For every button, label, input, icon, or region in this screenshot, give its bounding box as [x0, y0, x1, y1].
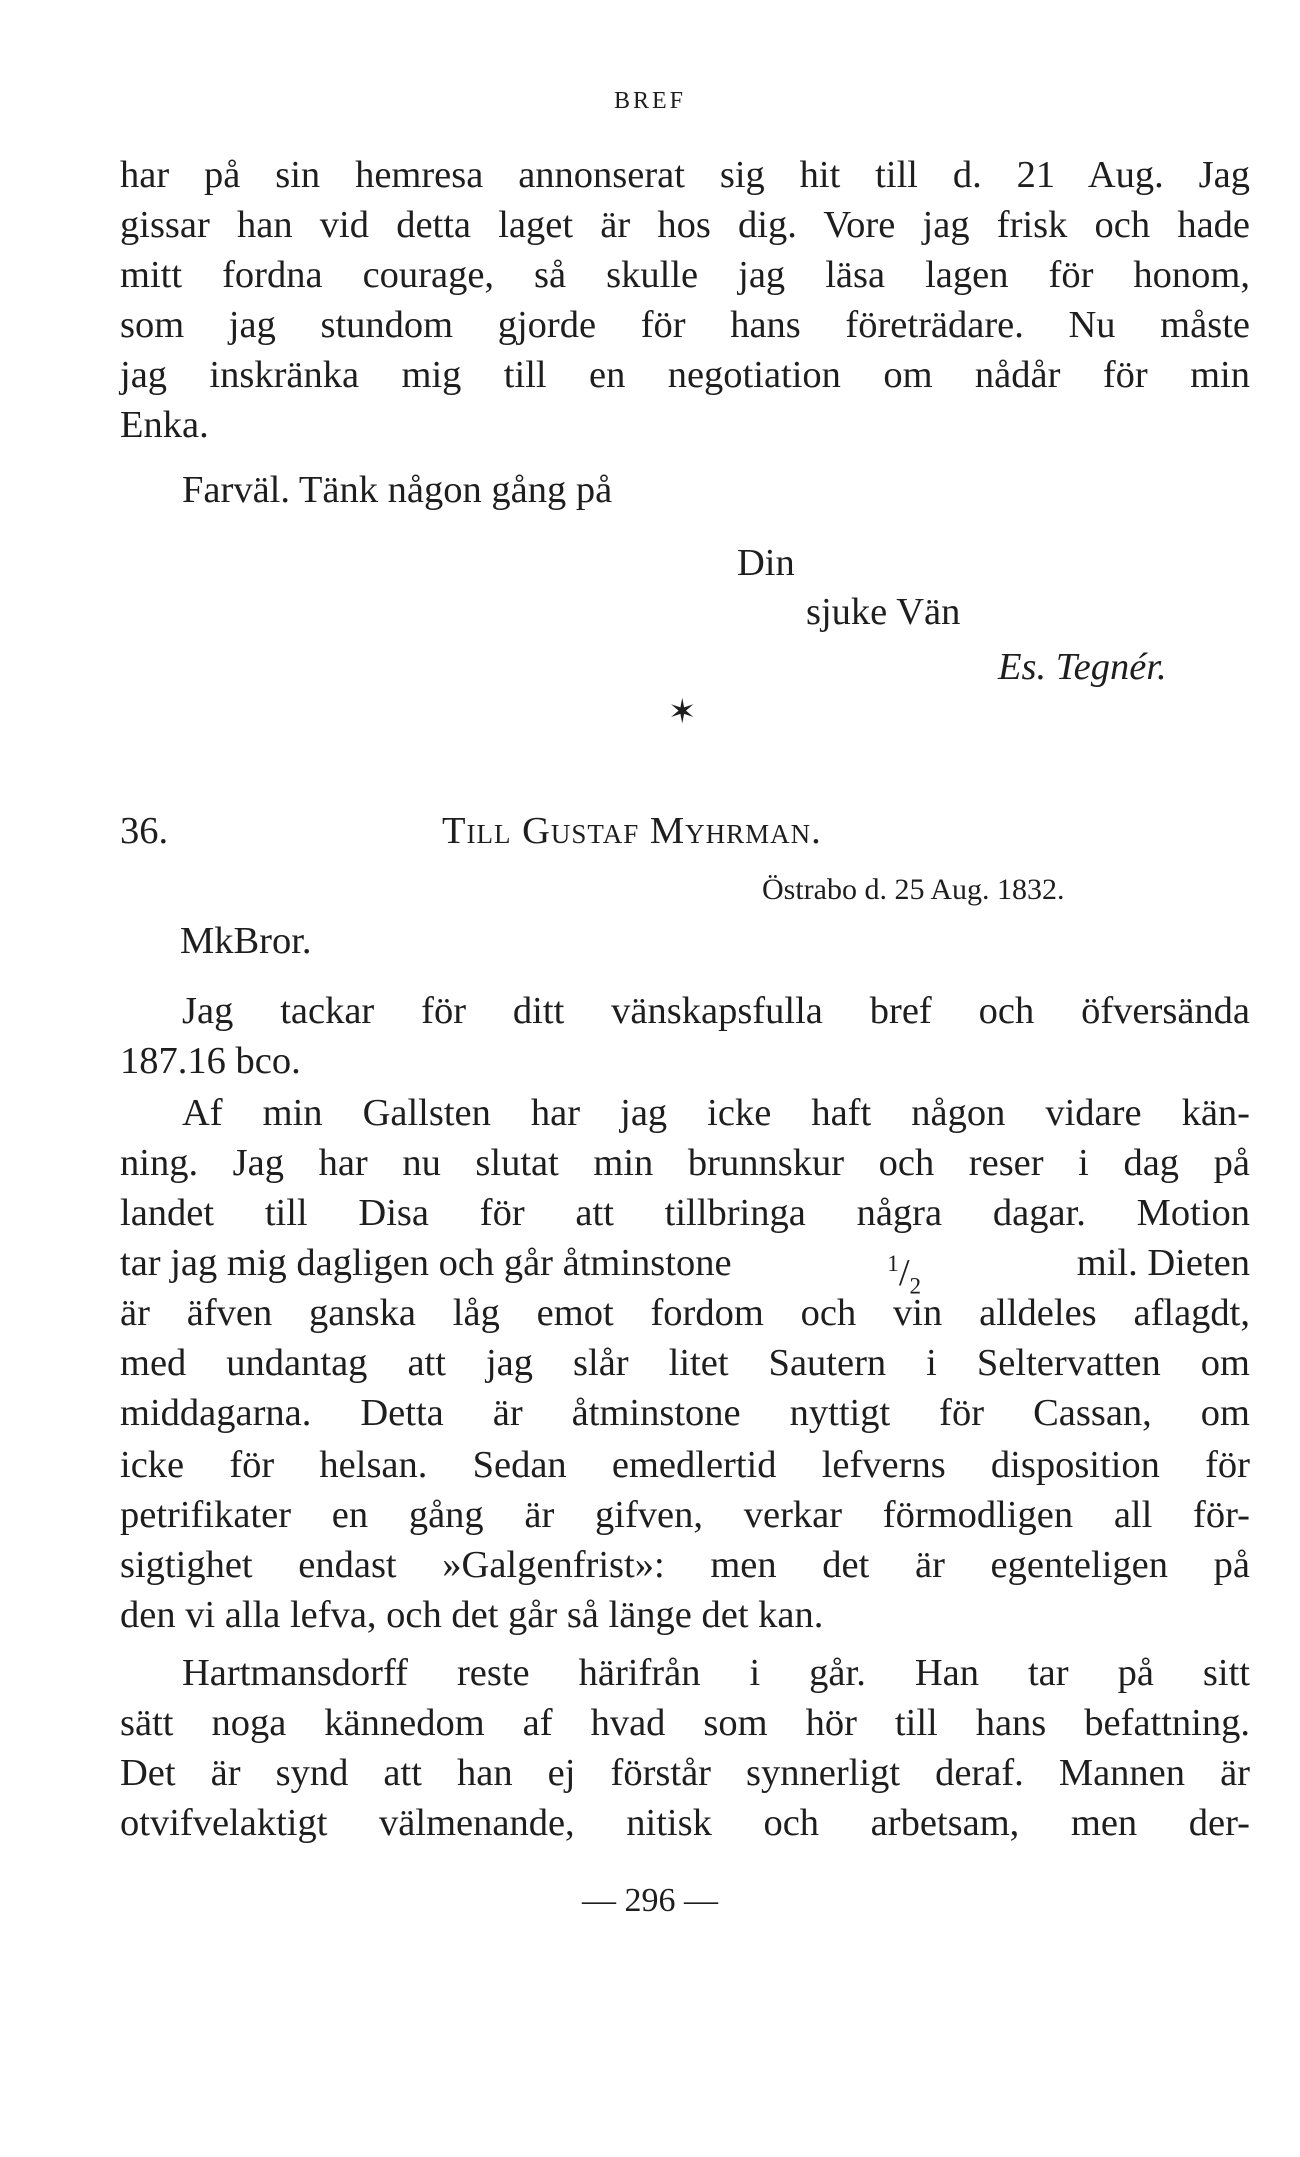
text-line: ning. Jag har nu slutat min brunnskur och reser i dag på [120, 1142, 1250, 1184]
text-line: petrifikater en gång är gifven, verkar förmodligen all för- [120, 1494, 1250, 1536]
fraction-denominator: 2 [909, 1272, 922, 1299]
section-separator-asterisk: ✶ [668, 694, 697, 731]
text-line: med undantag att jag slår litet Sautern i Seltervatten om [120, 1342, 1250, 1384]
text-line: som jag stundom gjorde för hans företrädare. Nu måste [120, 304, 1250, 346]
text-line: Enka. [120, 404, 209, 446]
dateline: Östrabo d. 25 Aug. 1832. [762, 873, 1065, 906]
text-line: har på sin hemresa annonserat sig hit till d. 21 Aug. Jag [120, 154, 1250, 196]
text-line: gissar han vid detta laget är hos dig. Vore jag frisk och hade [120, 204, 1250, 246]
signature: Es. Tegnér. [998, 646, 1167, 688]
text-line: Hartmansdorff reste härifrån i går. Han tar på sitt [182, 1652, 1250, 1694]
farewell-line: Farväl. Tänk någon gång på [182, 469, 613, 511]
text-line: är äfven ganska låg emot fordom och vin alldeles aflagdt, [120, 1292, 1250, 1334]
half-mile-fraction: $^1/_2$ [887, 1250, 922, 1299]
text-line: sätt noga kännedom af hvad som hör till hans befattning. [120, 1702, 1250, 1744]
text-line: otvifvelaktigt välmenande, nitisk och arbetsam, men der- [120, 1802, 1250, 1844]
letter-number: 36. [120, 810, 169, 852]
text-line: mitt fordna courage, så skulle jag läsa lagen för honom, [120, 254, 1250, 296]
closing-din: Din [737, 542, 795, 584]
text-line: den vi alla lefva, och det går så länge det kan. [120, 1594, 824, 1636]
text-line: 187.16 bco. [120, 1040, 301, 1082]
text-line: Jag tackar för ditt vänskapsfulla bref och öfversända [182, 990, 1250, 1032]
salutation: MkBror. [180, 920, 312, 962]
text-line: icke för helsan. Sedan emedlertid lefverns disposition för [120, 1444, 1250, 1486]
letter-heading: Till Gustaf Myhrman. [442, 810, 822, 852]
text-line: jag inskränka mig till en negotiation om nådår för min [120, 354, 1250, 396]
text-segment: tar jag mig dagligen och går åtminstone [120, 1242, 732, 1284]
running-head: BREF [613, 88, 687, 114]
page-number: — 296 — [582, 1882, 718, 1919]
text-line: Det är synd att han ej förstår synnerligt deraf. Mannen är [120, 1752, 1250, 1794]
text-line: Af min Gallsten har jag icke haft någon vidare kän- [182, 1092, 1250, 1134]
text-line: landet till Disa för att tillbringa några dagar. Motion [120, 1192, 1250, 1234]
closing-sjuke-van: sjuke Vän [806, 591, 961, 633]
text-line: sigtighet endast »Galgenfrist»: men det är egenteligen på [120, 1544, 1250, 1586]
fraction-numerator: 1 [887, 1250, 899, 1276]
text-segment: mil. Dieten [1076, 1242, 1250, 1284]
text-line: middagarna. Detta är åtminstone nyttigt för Cassan, om [120, 1392, 1250, 1434]
